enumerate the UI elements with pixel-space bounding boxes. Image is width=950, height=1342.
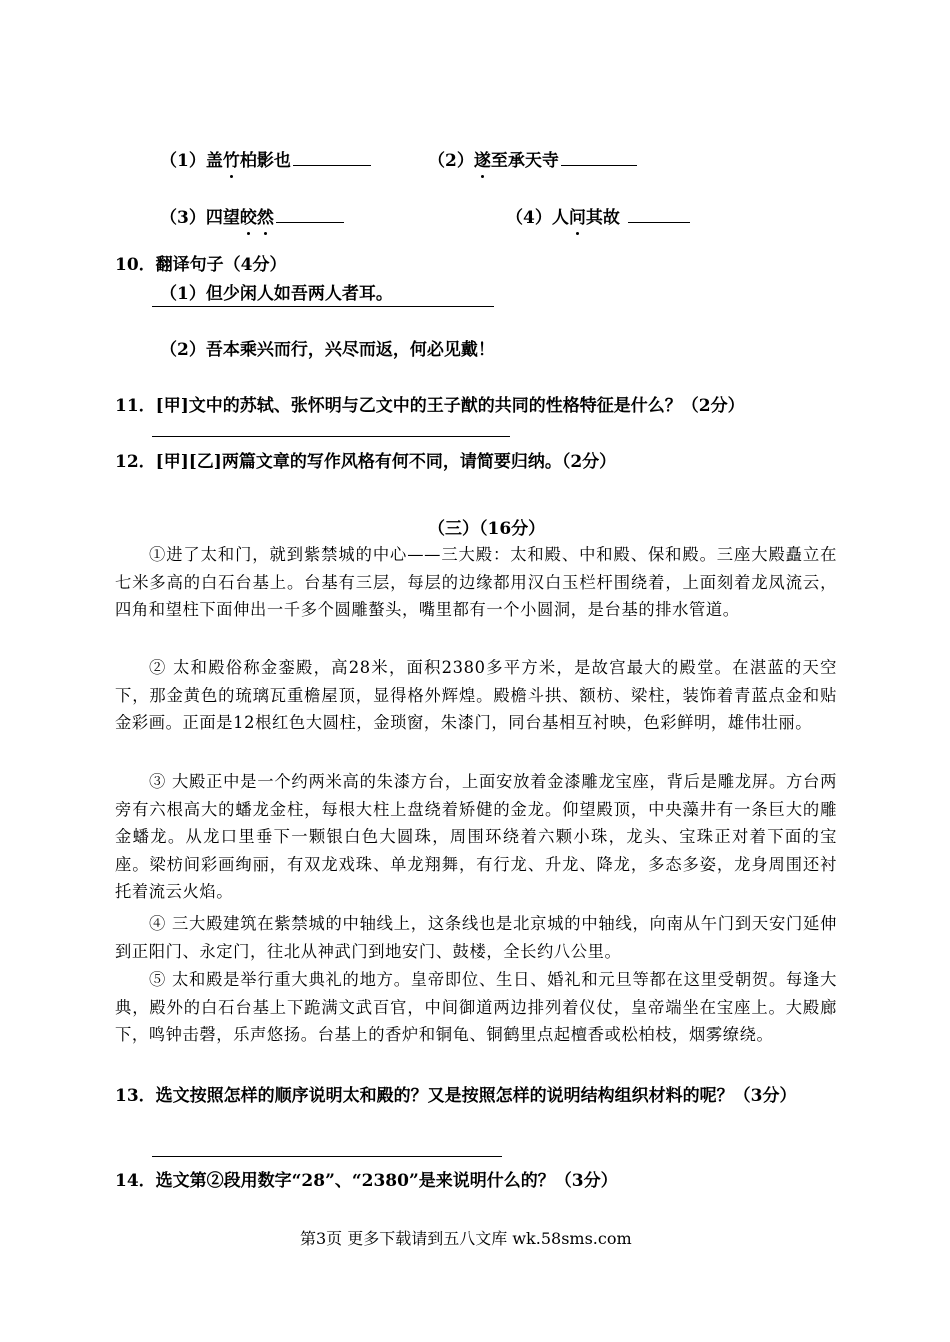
passage-paragraph-2: ② 太和殿俗称金銮殿，高28米，面积2380多平方米，是故宫最大的殿堂。在湛蓝的天空下，那金黄色的琉璃瓦重檐屋顶，显得格外辉煌。殿檐斗拱、额枋、梁柱，装饰着青蓝点金和贴金彩画。正面是12根红色大圆柱，金琐窗，朱漆门，同台基相互衬映，色彩鲜明，雄伟壮丽。 — [115, 658, 837, 732]
passage-paragraph-4: ④ 三大殿建筑在紫禁城的中轴线上，这条线也是北京城的中轴线，向南从午门到天安门延伸到正阳门、永定门，往北从神武门到地安门、鼓楼，全长约八公里。 — [115, 914, 837, 961]
answer-blank[interactable] — [628, 204, 690, 223]
passage-paragraph-5: ⑤ 太和殿是举行重大典礼的地方。皇帝即位、生日、婚礼和元旦等都在这里受朝贺。每逢大典，殿外的白石台基上下跪满文武百官，中间御道两边排列着仪仗，皇帝端坐在宝座上。大殿廊下，鸣钟击磬，乐声悠扬。台基上的香炉和铜龟、铜鹤里点起檀香或松柏枝，烟雾缭绕。 — [115, 970, 837, 1044]
q10-sentence-2: （2）吾本乘兴而行，兴尽而返，何必见戴！ — [160, 340, 495, 360]
q10-stem: 10．翻译句子（4分） — [115, 255, 287, 275]
emphasis-dot-char: 然 — [256, 208, 274, 228]
q11-stem: 11．[甲]文中的苏轼、张怀明与乙文中的王子猷的共同的性格特征是什么？（2分） — [115, 396, 745, 416]
emphasis-dot-char: 皎 — [239, 208, 257, 228]
passage-paragraph-1: ①进了太和门，就到紫禁城的中心——三大殿：太和殿、中和殿、保和殿。三座大殿矗立在七米多高的白石台基上。台基有三层，每层的边缘都用汉白玉栏杆围绕着，上面刻着龙凤流云，四角和望柱下面伸出一千多个圆雕螯头，嘴里都有一个小圆洞，是台基的排水管道。 — [115, 545, 837, 619]
answer-blank[interactable] — [293, 147, 371, 166]
answer-line[interactable] — [152, 1156, 502, 1157]
q13-stem: 13．选文按照怎样的顺序说明太和殿的？又是按照怎样的说明结构组织材料的呢？（3分） — [115, 1086, 797, 1106]
emphasis-dot-char: 竹 — [222, 151, 240, 171]
q9-item-1: （1）盖竹柏影也 — [160, 146, 371, 171]
passage-paragraph-3: ③ 大殿正中是一个约两米高的朱漆方台，上面安放着金漆雕龙宝座，背后是雕龙屏。方台两旁有六根高大的蟠龙金柱，每根大柱上盘绕着矫健的金龙。仰望殿顶，中央藻井有一条巨大的雕金蟠龙。从龙口里垂下一颗银白色大圆珠，周围环绕着六颗小珠，龙头、宝珠正对着下面的宝座。梁枋间彩画绚丽，有双龙戏珠、单龙翔舞，有行龙、升龙、降龙，多态多姿，龙身周围还衬托着流云火焰。 — [115, 772, 837, 901]
q9-item-2: （2）遂至承天寺 — [428, 146, 637, 171]
emphasis-dot-char: 问 — [568, 208, 586, 228]
q14-stem: 14．选文第②段用数字“28”、“2380”是来说明什么的？（3分） — [115, 1171, 618, 1191]
emphasis-dot-char: 遂 — [473, 151, 491, 171]
q9-item-3: （3）四望皎然 — [160, 203, 344, 228]
page-footer: 第3页 更多下载请到五八文库 wk.58sms.com — [300, 1229, 632, 1248]
q12-stem: 12．[甲][乙]两篇文章的写作风格有何不同，请简要归纳。（2分） — [115, 452, 617, 472]
section-title: （三）（16分） — [428, 519, 546, 539]
q9-item-4: （4）人问其故 — [506, 203, 690, 228]
answer-line[interactable] — [152, 306, 494, 307]
q10-sentence-1: （1）但少闲人如吾两人者耳。 — [160, 284, 393, 304]
answer-blank[interactable] — [561, 147, 637, 166]
answer-line[interactable] — [152, 436, 510, 437]
answer-blank[interactable] — [276, 204, 344, 223]
